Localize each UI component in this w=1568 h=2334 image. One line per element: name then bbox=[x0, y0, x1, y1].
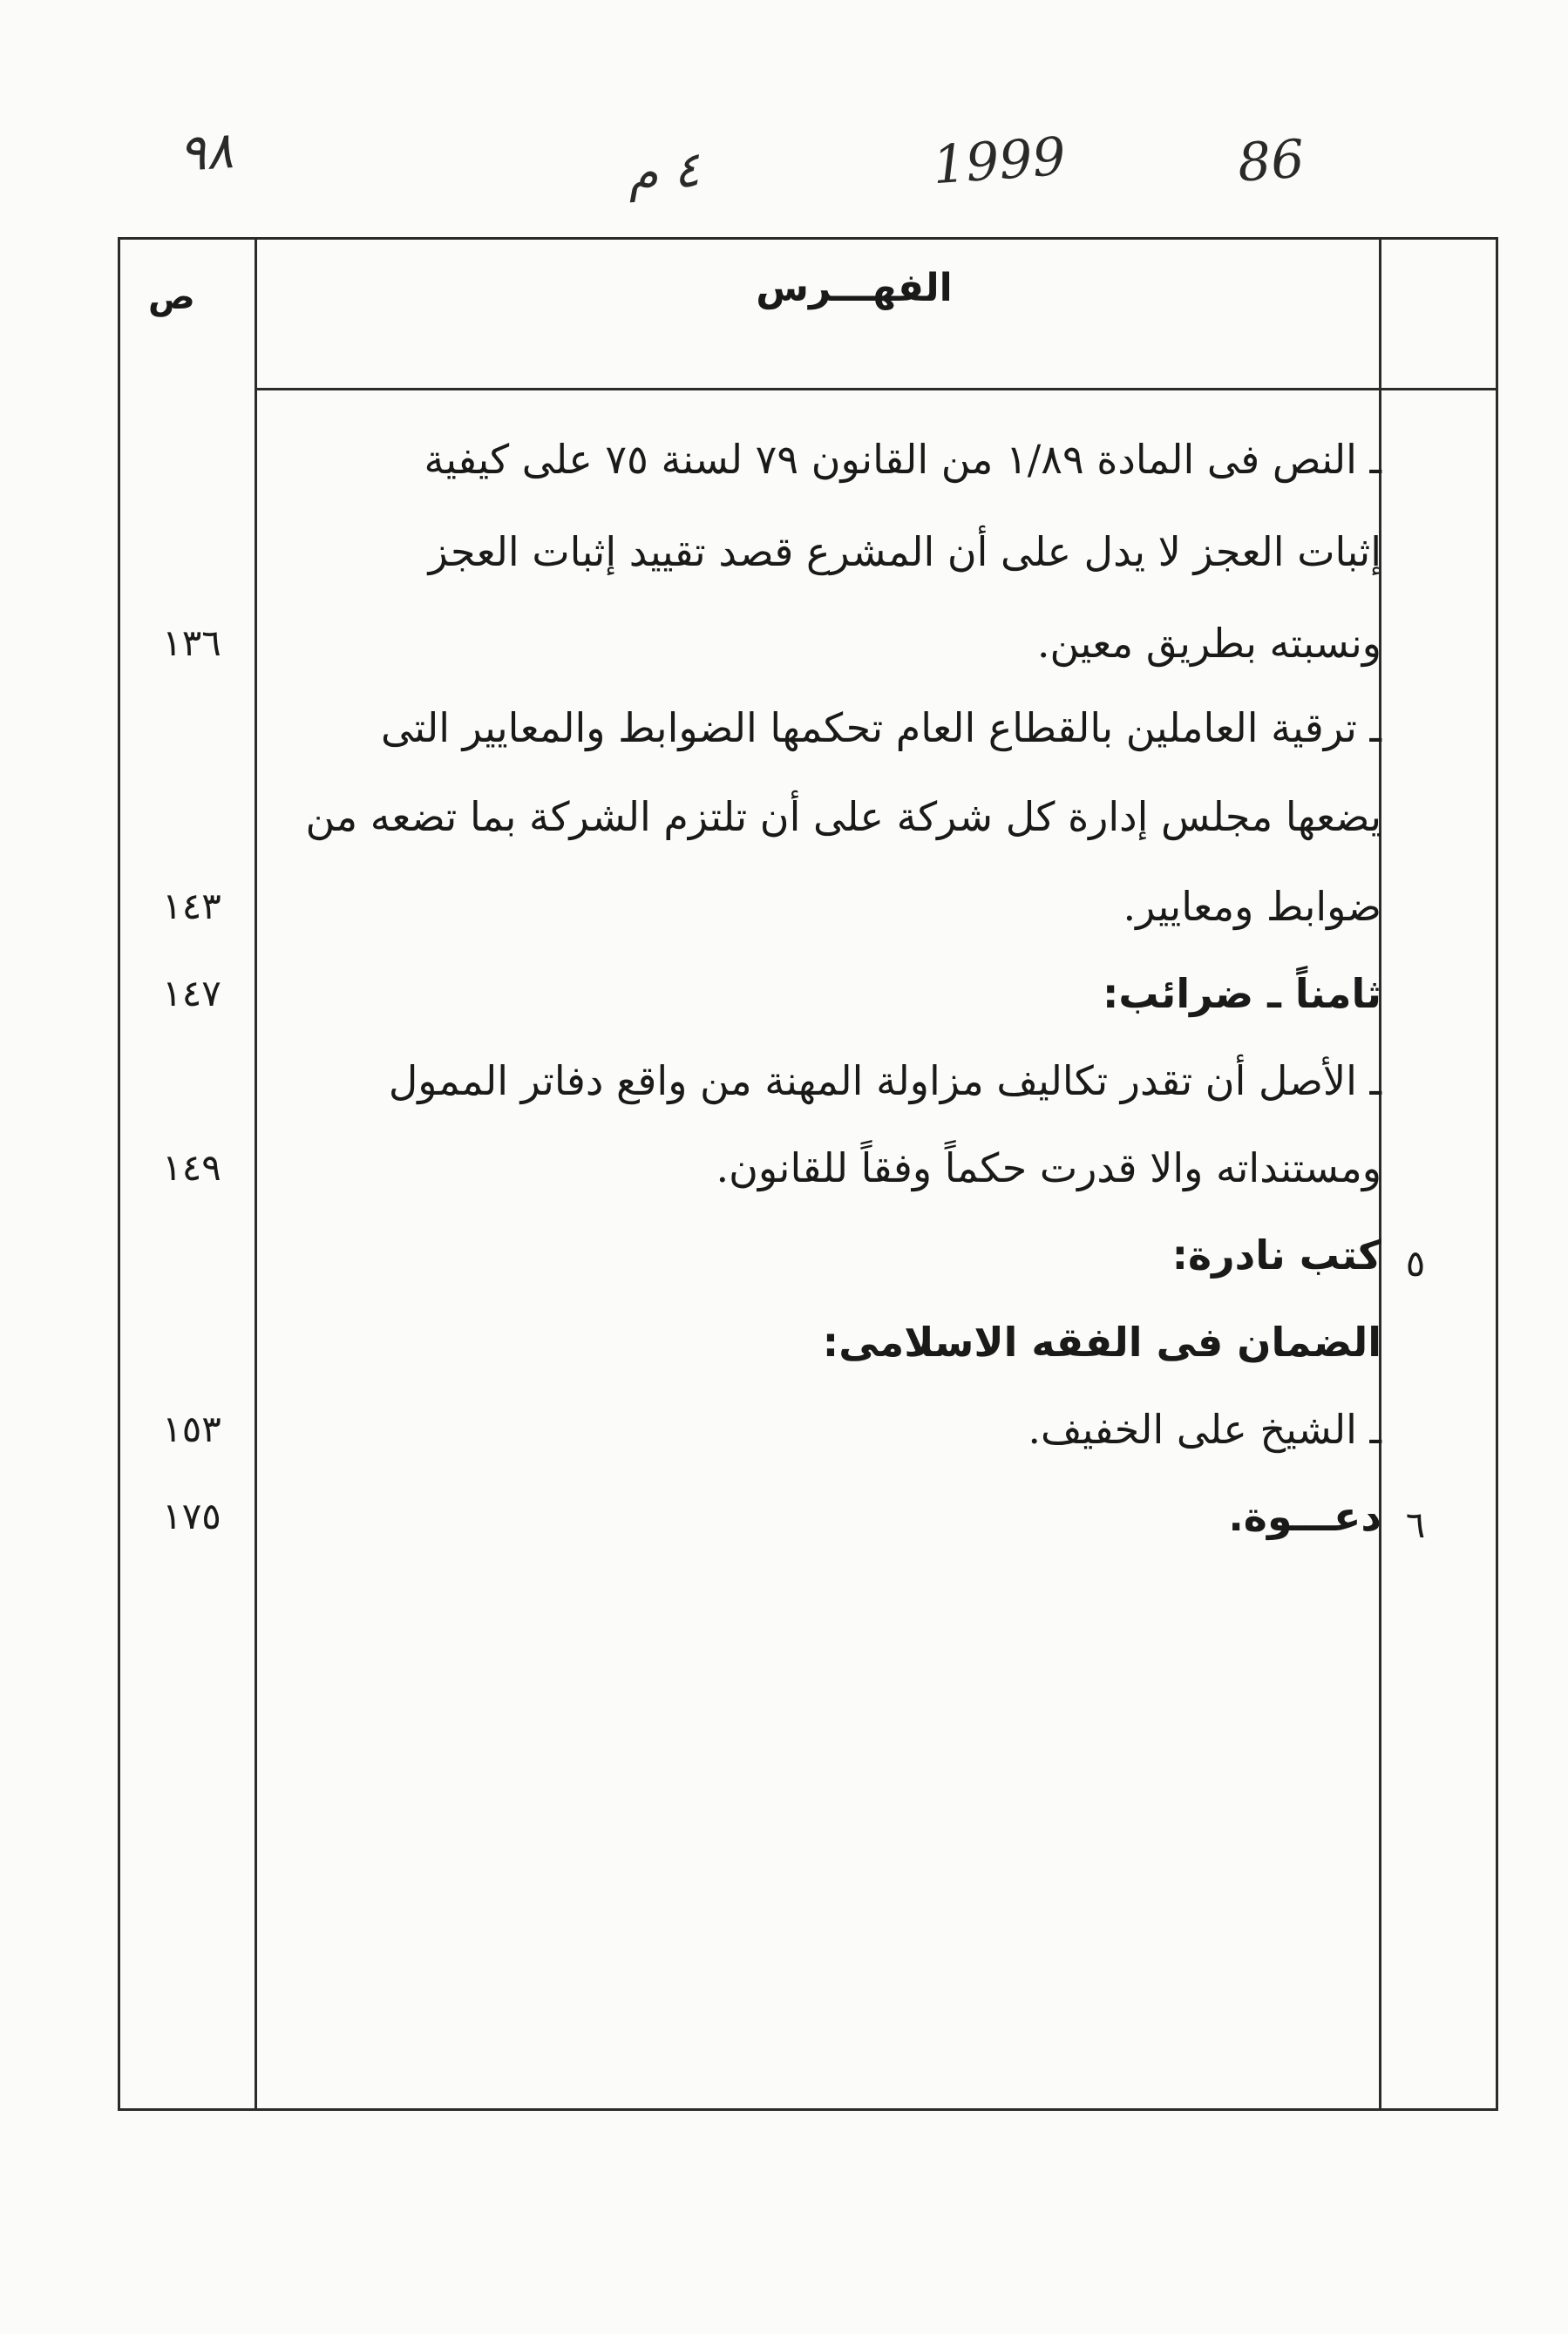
index-entry-line: إثبات العجز لا يدل على أن المشرع قصد تقييد إثبات العجز bbox=[428, 528, 1381, 575]
index-entry-line: ـ الأصل أن تقدر تكاليف مزاولة المهنة من واقع دفاتر الممول bbox=[388, 1057, 1381, 1104]
handwritten-note: 1999 bbox=[930, 126, 1068, 197]
section-heading: الضمان فى الفقه الاسلامى: bbox=[822, 1319, 1381, 1366]
index-entry-line: ـ الشيخ على الخفيف. bbox=[1028, 1406, 1381, 1453]
page-number: ١٣٦ bbox=[162, 621, 221, 664]
page-number: ١٤٩ bbox=[162, 1146, 221, 1189]
index-entry-line: يضعها مجلس إدارة كل شركة على أن تلتزم الشركة بما تضعه من bbox=[305, 793, 1381, 840]
page-number: ١٤٣ bbox=[162, 885, 221, 927]
page-number: ١٥٣ bbox=[162, 1408, 221, 1450]
index-entry-line: ومستنداته والا قدرت حكماً وفقاً للقانون. bbox=[716, 1144, 1381, 1191]
section-heading: ثامناً ـ ضرائب: bbox=[1102, 970, 1381, 1017]
index-entry-line: ونسبته بطريق معين. bbox=[1036, 620, 1381, 667]
handwritten-note: 86 bbox=[1235, 128, 1307, 194]
index-entry-line: ضوابط ومعايير. bbox=[1123, 883, 1381, 930]
index-entry-line: ـ النص فى المادة ١/٨٩ من القانون ٧٩ لسنة ٧٥ على كيفية bbox=[424, 436, 1381, 483]
handwritten-note: ٤ م bbox=[625, 141, 702, 203]
page-number: ١٤٧ bbox=[162, 972, 221, 1014]
section-heading: كتب نادرة: bbox=[1171, 1231, 1381, 1279]
section-number: ٥ bbox=[1405, 1242, 1426, 1285]
header-divider bbox=[255, 388, 1496, 390]
index-entry-line: ـ ترقية العاملين بالقطاع العام تحكمها الضوابط والمعايير التى bbox=[380, 704, 1381, 751]
handwritten-note: ٩٨ bbox=[176, 119, 235, 184]
section-number: ٦ bbox=[1405, 1503, 1426, 1546]
page-column-header: ص bbox=[148, 277, 195, 317]
section-heading: دعـــوة. bbox=[1228, 1493, 1381, 1540]
page-number: ١٧٥ bbox=[162, 1495, 221, 1537]
column-divider bbox=[255, 240, 257, 2108]
page-title: الفهـــرس bbox=[756, 266, 953, 310]
